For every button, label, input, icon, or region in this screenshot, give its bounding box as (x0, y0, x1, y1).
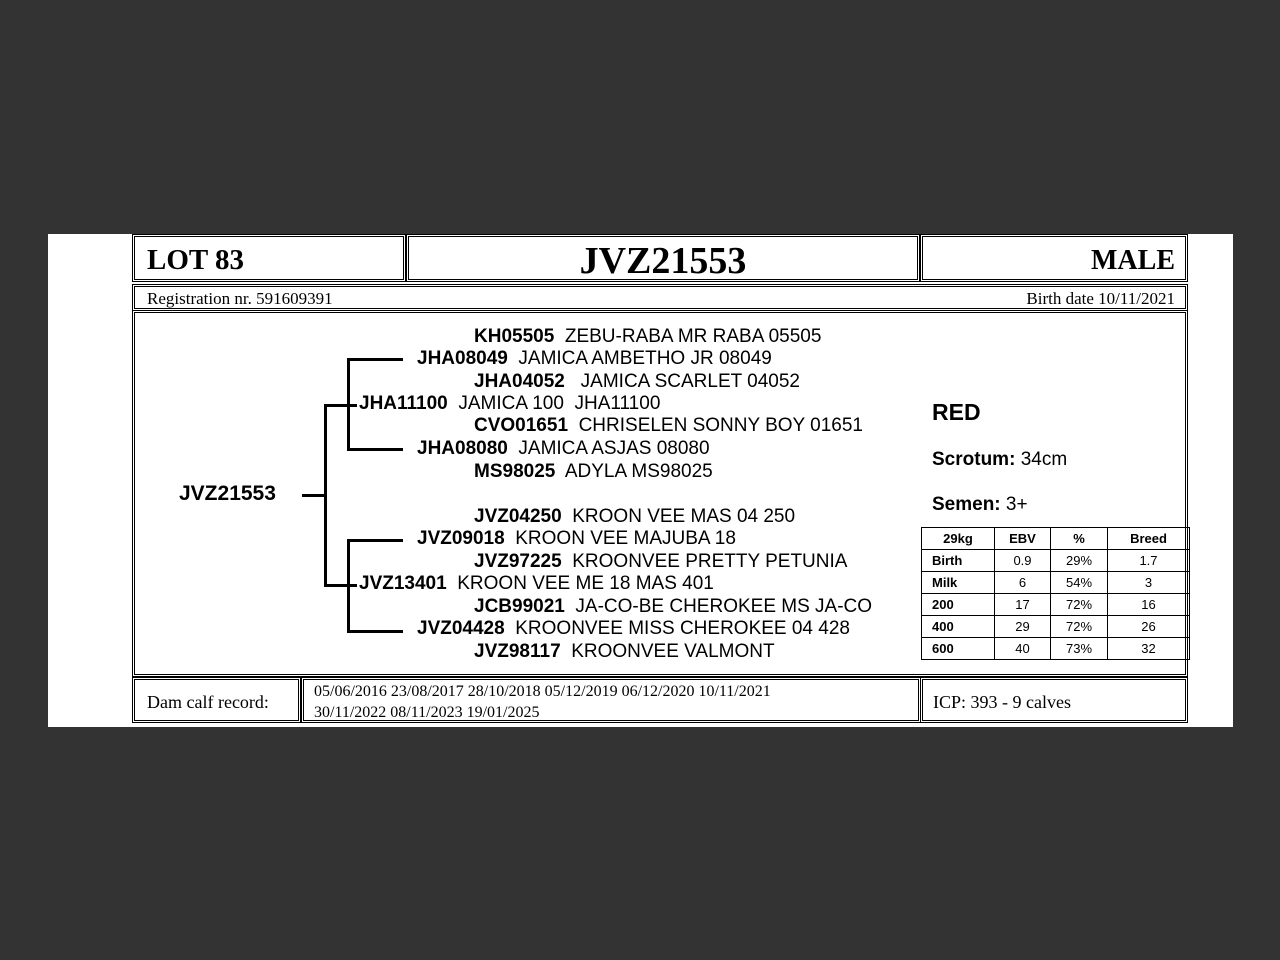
ebv-header-weight: 29kg (922, 528, 995, 550)
icp-value: ICP: 393 - 9 calves (933, 692, 1071, 712)
ebv-header-ebv: EBV (995, 528, 1051, 550)
scrotum-trait: Scrotum: 34cm (932, 449, 1068, 470)
lot-number: LOT 83 (147, 244, 244, 276)
dam-dam-sire: JCB99021 JA-CO-BE CHEROKEE MS JA-CO (474, 596, 873, 617)
dam-dam-connector (347, 630, 403, 633)
dam-record-label: Dam calf record: (147, 692, 269, 712)
dam-sire-dam: JVZ97225 KROONVEE PRETTY PETUNIA (474, 551, 848, 572)
sire-dam-connector (347, 448, 403, 451)
ebv-header-percent: % (1051, 528, 1108, 550)
semen-trait: Semen: 3+ (932, 494, 1028, 515)
sire-sire-connector (347, 358, 403, 361)
registration-number: Registration nr. 591609391 (147, 289, 333, 308)
ebv-header-breed: Breed (1108, 528, 1190, 550)
animal-id-box (406, 234, 920, 282)
calving-dates-line-2: 30/11/2022 08/11/2023 19/01/2025 (314, 704, 540, 721)
registration-row (132, 284, 1188, 311)
sex-box (920, 234, 1188, 282)
lot-card (48, 234, 1233, 727)
dam-sire: JVZ09018 KROON VEE MAJUBA 18 (417, 528, 736, 549)
lot-number-box (132, 234, 406, 282)
ebv-table (921, 527, 1190, 660)
coat-color: RED (932, 399, 981, 425)
dam-dam-dam: JVZ98117 KROONVEE VALMONT (474, 641, 775, 662)
sire-sire-dam: JHA04052 JAMICA SCARLET 04052 (474, 371, 800, 392)
animal-sex: MALE (1091, 245, 1175, 276)
dam-sire-connector (347, 539, 403, 542)
sire-dam-dam: MS98025 ADYLA MS98025 (474, 461, 713, 482)
sire-connector (324, 404, 357, 407)
sire: JHA11100 JAMICA 100 JHA11100 (359, 393, 661, 414)
calving-dates-line-1: 05/06/2016 23/08/2017 28/10/2018 05/12/2019 06/12/2020 10/11/2021 (314, 683, 771, 700)
sire-sire: JHA08049 JAMICA AMBETHO JR 08049 (417, 348, 772, 369)
sire-vertical (347, 358, 350, 451)
sire-dam: JHA08080 JAMICA ASJAS 08080 (417, 438, 710, 459)
dam-connector (324, 584, 357, 587)
dam-sire-sire: JVZ04250 KROON VEE MAS 04 250 (474, 506, 796, 527)
table-row: 600 40 73% 32 (922, 638, 1190, 660)
sire-dam-sire: CVO01651 CHRISELEN SONNY BOY 01651 (474, 415, 864, 436)
ebv-header-row (922, 528, 1190, 550)
table-row: Birth 0.9 29% 1.7 (922, 550, 1190, 572)
dam-vertical (347, 539, 350, 633)
pedigree-subject: JVZ21553 (179, 482, 276, 505)
dam-dam: JVZ04428 KROONVEE MISS CHEROKEE 04 428 (417, 618, 850, 639)
gen1-vertical (324, 404, 327, 587)
sire-sire-sire: KH05505 ZEBU-RABA MR RABA 05505 (474, 326, 822, 347)
dam-record-label-box (132, 677, 301, 723)
icp-box (920, 677, 1188, 723)
dam: JVZ13401 KROON VEE ME 18 MAS 401 (359, 573, 714, 594)
animal-id: JVZ21553 (579, 240, 747, 282)
table-row: Milk 6 54% 3 (922, 572, 1190, 594)
table-row: 400 29 72% 26 (922, 616, 1190, 638)
subject-connector (302, 494, 325, 497)
table-row: 200 17 72% 16 (922, 594, 1190, 616)
pedigree-panel (132, 310, 1188, 677)
dam-record-dates-box (301, 677, 921, 723)
birth-date: Birth date 10/11/2021 (1026, 289, 1175, 308)
